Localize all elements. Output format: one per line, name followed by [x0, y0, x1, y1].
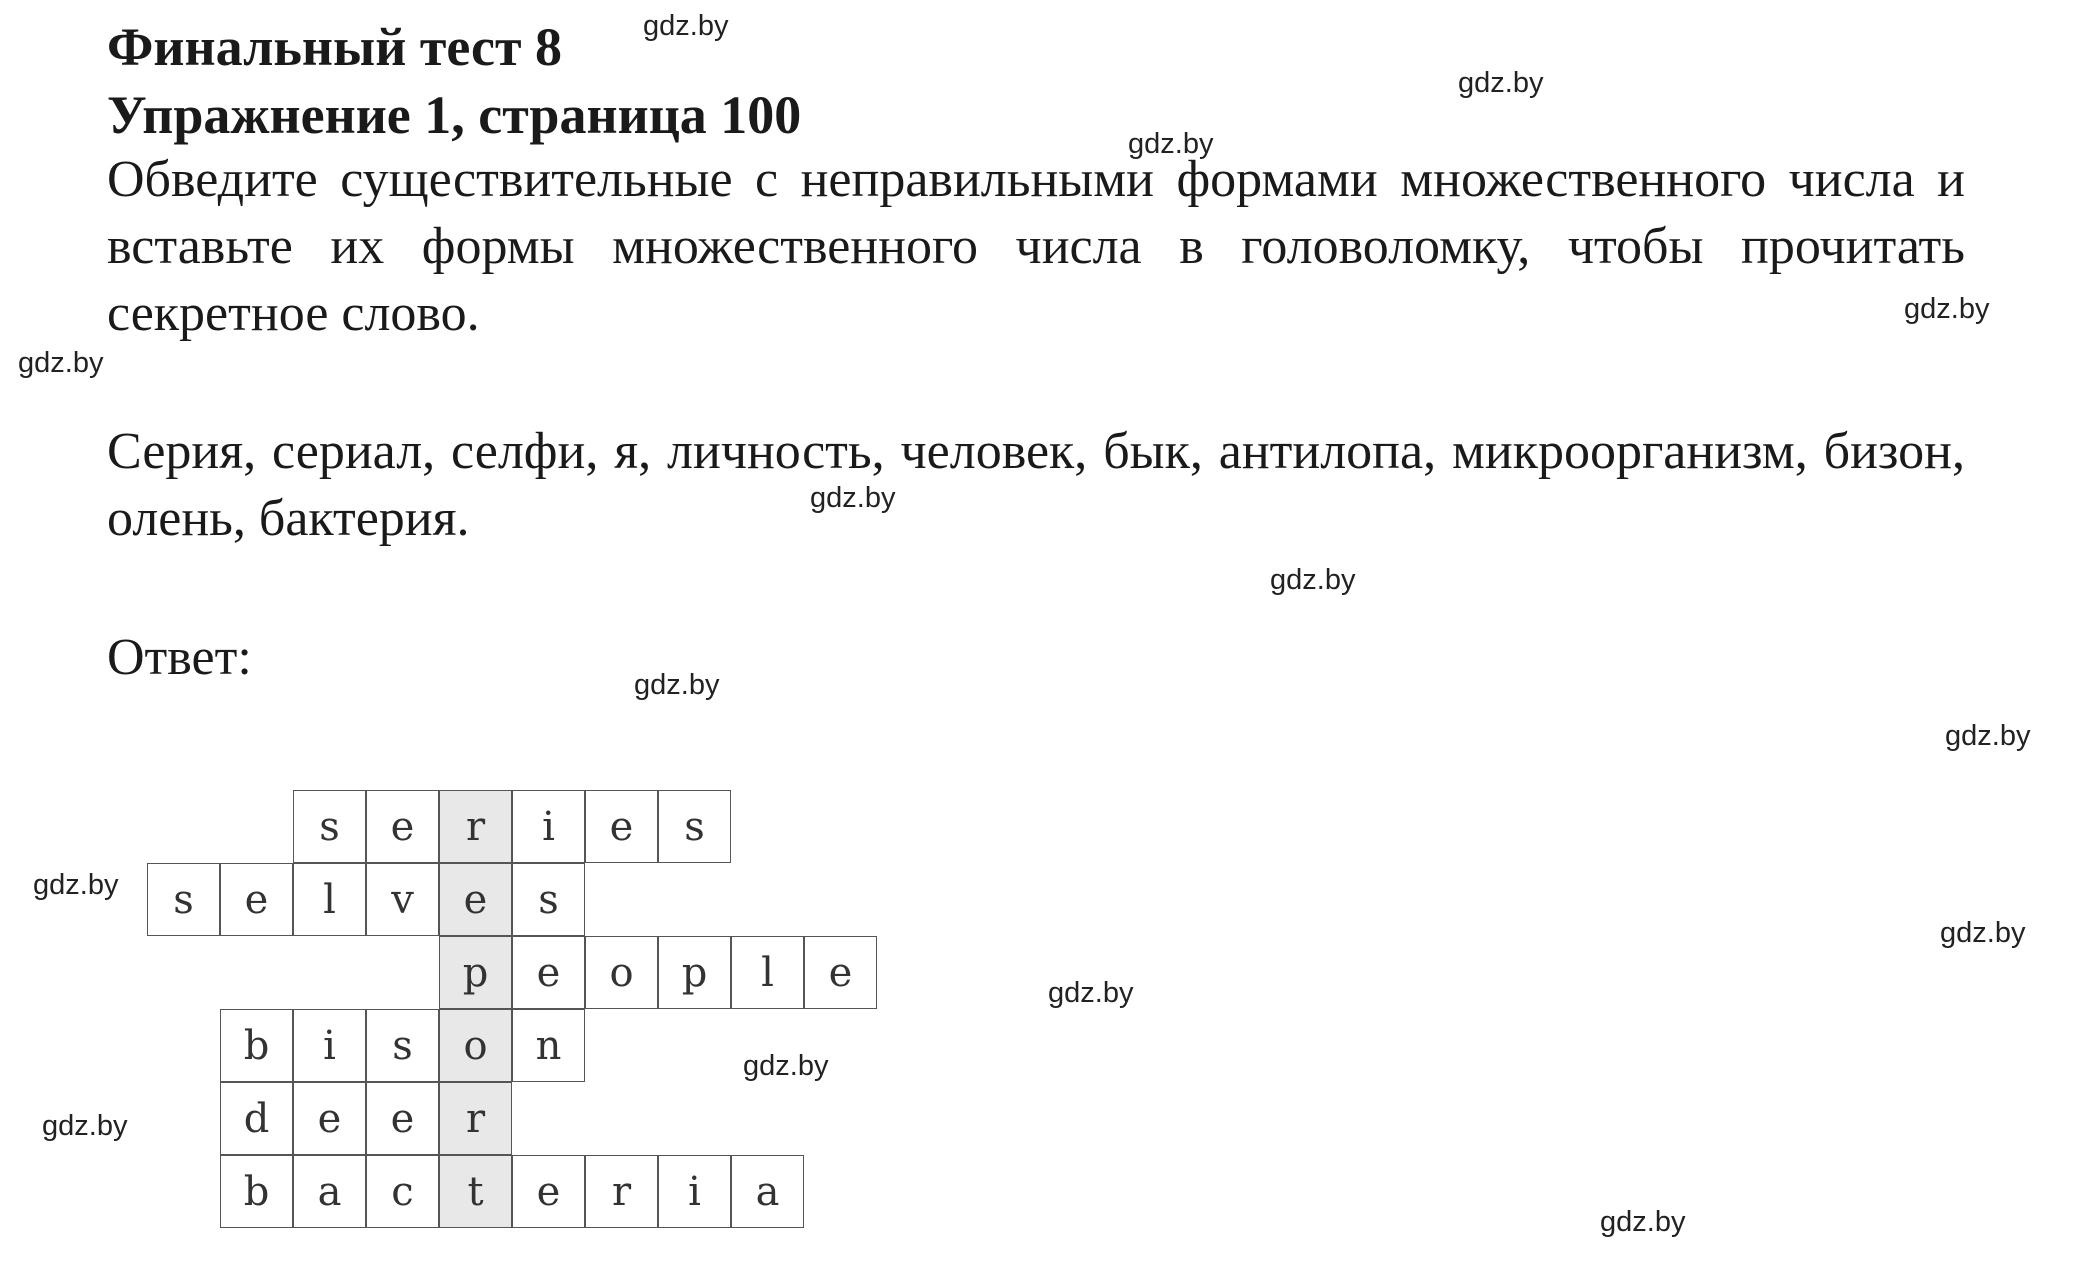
- crossword-cell: e: [804, 936, 877, 1009]
- watermark: gdz.by: [643, 10, 729, 42]
- crossword-cell: s: [147, 863, 220, 936]
- crossword-cell: i: [658, 1155, 731, 1228]
- watermark: gdz.by: [634, 669, 720, 701]
- watermark: gdz.by: [33, 869, 119, 901]
- answer-label: Ответ:: [107, 629, 252, 686]
- watermark: gdz.by: [810, 482, 896, 514]
- crossword-cell: v: [366, 863, 439, 936]
- crossword-cell: r: [585, 1155, 658, 1228]
- crossword-cell: e: [220, 863, 293, 936]
- task-instruction: Обведите существительные с неправильными формами множественного числа и вставьте их формы множественного числа в головоломку, чтобы прочитать секретное слово.: [107, 151, 1965, 342]
- watermark: gdz.by: [1600, 1206, 1686, 1238]
- crossword-key-cell: e: [439, 863, 512, 936]
- crossword-cell: s: [658, 790, 731, 863]
- watermark: gdz.by: [1048, 977, 1134, 1009]
- watermark: gdz.by: [42, 1110, 128, 1142]
- crossword-cell: l: [293, 863, 366, 936]
- crossword-cell: s: [366, 1009, 439, 1082]
- crossword-cell: s: [293, 790, 366, 863]
- crossword-key-cell: o: [439, 1009, 512, 1082]
- watermark: gdz.by: [1904, 293, 1990, 325]
- crossword-key-cell: r: [439, 1082, 512, 1155]
- crossword-cell: d: [220, 1082, 293, 1155]
- watermark: gdz.by: [1458, 67, 1544, 99]
- crossword-cell: i: [512, 790, 585, 863]
- crossword-cell: e: [512, 1155, 585, 1228]
- crossword-cell: a: [293, 1155, 366, 1228]
- watermark: gdz.by: [743, 1050, 829, 1082]
- watermark: gdz.by: [1945, 720, 2031, 752]
- crossword-cell: b: [220, 1155, 293, 1228]
- task-word-list: Серия, сериал, селфи, я, личность, человек, бык, антилопа, микроорганизм, бизон, олень, бактерия.: [107, 423, 1965, 547]
- crossword-cell: e: [585, 790, 658, 863]
- crossword-cell: n: [512, 1009, 585, 1082]
- crossword-key-cell: r: [439, 790, 512, 863]
- crossword-cell: e: [366, 1082, 439, 1155]
- crossword-cell: c: [366, 1155, 439, 1228]
- watermark: gdz.by: [1940, 917, 2026, 949]
- crossword-key-cell: t: [439, 1155, 512, 1228]
- crossword-cell: s: [512, 863, 585, 936]
- crossword-cell: b: [220, 1009, 293, 1082]
- crossword-cell: i: [293, 1009, 366, 1082]
- crossword-cell: l: [731, 936, 804, 1009]
- watermark: gdz.by: [1128, 128, 1214, 160]
- crossword-cell: e: [366, 790, 439, 863]
- crossword-cell: o: [585, 936, 658, 1009]
- crossword-cell: p: [658, 936, 731, 1009]
- exercise-subtitle: Упражнение 1, страница 100: [107, 85, 802, 145]
- crossword-cell: e: [512, 936, 585, 1009]
- watermark: gdz.by: [1270, 564, 1356, 596]
- crossword-cell: a: [731, 1155, 804, 1228]
- watermark: gdz.by: [18, 347, 104, 379]
- crossword-key-cell: p: [439, 936, 512, 1009]
- page-title: Финальный тест 8: [107, 17, 562, 77]
- crossword-cell: e: [293, 1082, 366, 1155]
